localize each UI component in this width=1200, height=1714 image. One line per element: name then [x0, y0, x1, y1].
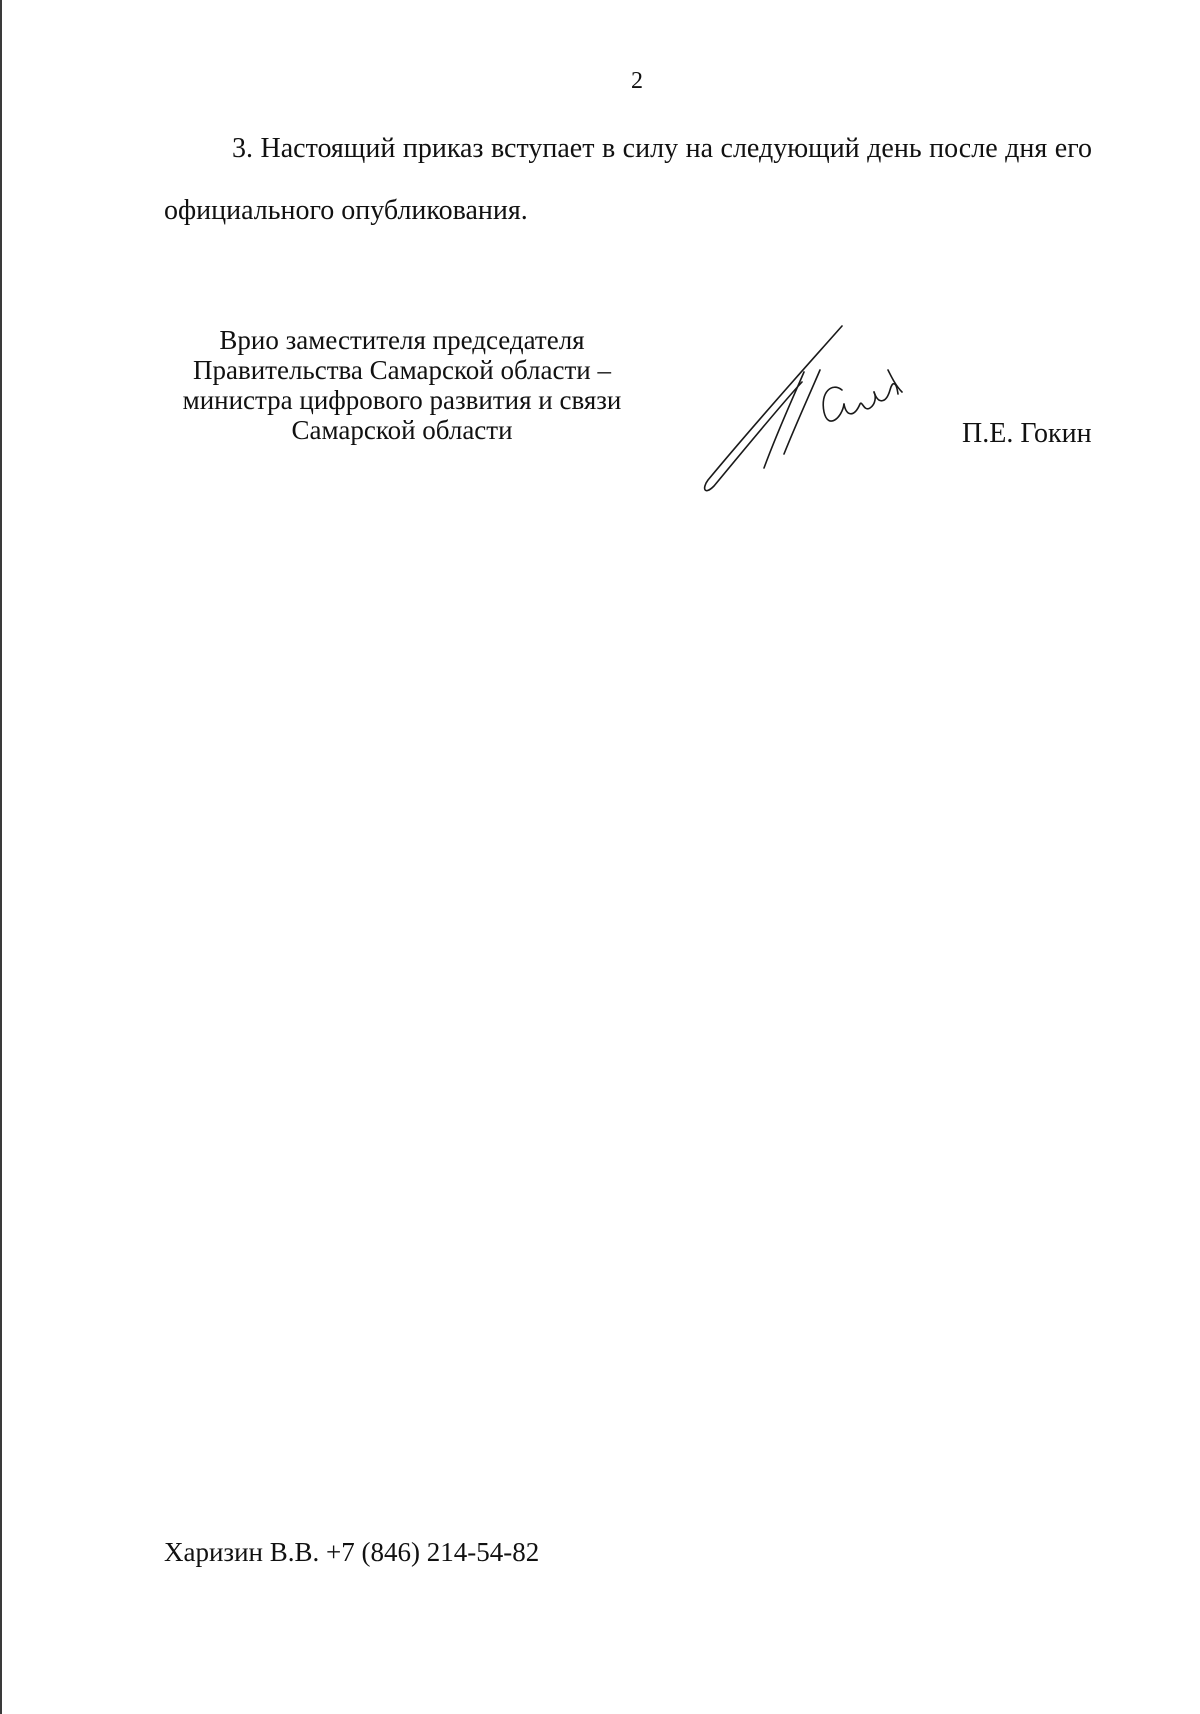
signatory-title-line: Самарской области [291, 415, 513, 445]
handwritten-signature [692, 320, 922, 495]
signatory-title-line: Правительства Самарской области – [193, 355, 611, 385]
signer-name: П.Е. Гокин [962, 418, 1092, 449]
signatory-title-line: Врио заместителя председателя [219, 325, 585, 355]
contact-line: Харизин В.В. +7 (846) 214-54-82 [164, 1537, 540, 1567]
page-number: 2 [631, 68, 643, 94]
paragraph-effective-date: 3. Настоящий приказ вступает в силу на следующий день после дня его официального опубликования. [164, 133, 1092, 226]
signatory-title [152, 325, 652, 445]
signatory-title-line: министра цифрового развития и связи [182, 385, 622, 415]
